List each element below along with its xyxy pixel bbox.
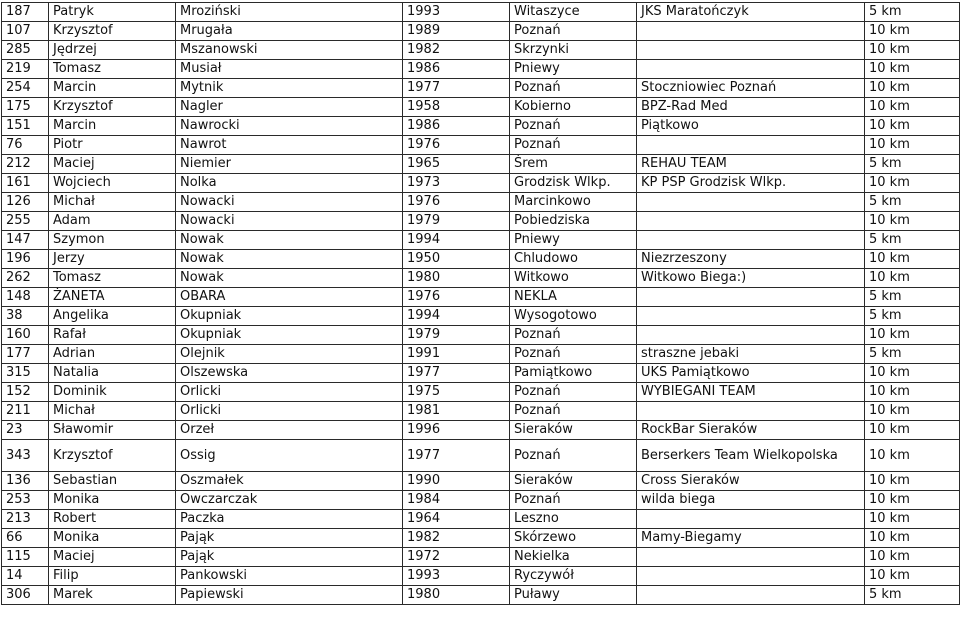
last-name-cell: Niemier (176, 155, 403, 174)
city-cell: Chludowo (510, 250, 637, 269)
bib-number-cell: 254 (2, 79, 49, 98)
table-row (2, 98, 960, 117)
birth-year-cell: 1989 (403, 22, 510, 41)
table-row (2, 288, 960, 307)
distance-cell: 10 km (865, 117, 960, 136)
birth-year-cell: 1993 (403, 3, 510, 22)
first-name-cell: Natalia (49, 364, 176, 383)
birth-year-cell: 1993 (403, 567, 510, 586)
table-row (2, 155, 960, 174)
city-cell: Pniewy (510, 60, 637, 79)
bib-number-cell: 285 (2, 41, 49, 60)
city-cell: NEKLA (510, 288, 637, 307)
table-row (2, 79, 960, 98)
birth-year-cell: 1984 (403, 491, 510, 510)
bib-number-cell: 177 (2, 345, 49, 364)
city-cell: Sieraków (510, 421, 637, 440)
table-row (2, 117, 960, 136)
last-name-cell: Nowak (176, 250, 403, 269)
bib-number-cell: 187 (2, 3, 49, 22)
table-row (2, 345, 960, 364)
club-cell (637, 586, 865, 605)
birth-year-cell: 1982 (403, 41, 510, 60)
bib-number-cell: 262 (2, 269, 49, 288)
birth-year-cell: 1964 (403, 510, 510, 529)
participants-table-body (2, 3, 960, 605)
first-name-cell: Marek (49, 586, 176, 605)
first-name-cell: Marcin (49, 117, 176, 136)
club-cell (637, 212, 865, 231)
club-cell: WYBIEGANI TEAM (637, 383, 865, 402)
last-name-cell: OBARA (176, 288, 403, 307)
city-cell: Leszno (510, 510, 637, 529)
birth-year-cell: 1950 (403, 250, 510, 269)
birth-year-cell: 1976 (403, 193, 510, 212)
last-name-cell: Pająk (176, 548, 403, 567)
distance-cell: 10 km (865, 79, 960, 98)
last-name-cell: Paczka (176, 510, 403, 529)
table-row (2, 364, 960, 383)
first-name-cell: ŻANETA (49, 288, 176, 307)
bib-number-cell: 161 (2, 174, 49, 193)
club-cell: Berserkers Team Wielkopolska (637, 440, 865, 472)
club-cell (637, 326, 865, 345)
city-cell: Marcinkowo (510, 193, 637, 212)
bib-number-cell: 14 (2, 567, 49, 586)
first-name-cell: Michał (49, 193, 176, 212)
last-name-cell: Okupniak (176, 307, 403, 326)
last-name-cell: Musiał (176, 60, 403, 79)
distance-cell: 10 km (865, 22, 960, 41)
first-name-cell: Marcin (49, 79, 176, 98)
table-row (2, 22, 960, 41)
first-name-cell: Jędrzej (49, 41, 176, 60)
table-row (2, 136, 960, 155)
bib-number-cell: 213 (2, 510, 49, 529)
last-name-cell: Nawrocki (176, 117, 403, 136)
birth-year-cell: 1979 (403, 212, 510, 231)
table-row (2, 491, 960, 510)
first-name-cell: Szymon (49, 231, 176, 250)
city-cell: Poznań (510, 326, 637, 345)
first-name-cell: Angelika (49, 307, 176, 326)
city-cell: Poznań (510, 345, 637, 364)
city-cell: Ryczywół (510, 567, 637, 586)
bib-number-cell: 107 (2, 22, 49, 41)
first-name-cell: Krzysztof (49, 98, 176, 117)
bib-number-cell: 253 (2, 491, 49, 510)
birth-year-cell: 1990 (403, 472, 510, 491)
city-cell: Poznań (510, 402, 637, 421)
bib-number-cell: 211 (2, 402, 49, 421)
first-name-cell: Tomasz (49, 269, 176, 288)
last-name-cell: Oszmałek (176, 472, 403, 491)
last-name-cell: Mytnik (176, 79, 403, 98)
table-row (2, 472, 960, 491)
club-cell: BPZ-Rad Med (637, 98, 865, 117)
city-cell: Pobiedziska (510, 212, 637, 231)
first-name-cell: Filip (49, 567, 176, 586)
table-row (2, 383, 960, 402)
first-name-cell: Krzysztof (49, 440, 176, 472)
bib-number-cell: 219 (2, 60, 49, 79)
last-name-cell: Nawrot (176, 136, 403, 155)
birth-year-cell: 1972 (403, 548, 510, 567)
table-row (2, 510, 960, 529)
bib-number-cell: 212 (2, 155, 49, 174)
birth-year-cell: 1979 (403, 326, 510, 345)
club-cell (637, 307, 865, 326)
last-name-cell: Nowacki (176, 193, 403, 212)
first-name-cell: Adrian (49, 345, 176, 364)
distance-cell: 10 km (865, 402, 960, 421)
birth-year-cell: 1965 (403, 155, 510, 174)
city-cell: Kobierno (510, 98, 637, 117)
last-name-cell: Nowacki (176, 212, 403, 231)
distance-cell: 10 km (865, 212, 960, 231)
club-cell: Mamy-Biegamy (637, 529, 865, 548)
distance-cell: 5 km (865, 231, 960, 250)
distance-cell: 10 km (865, 41, 960, 60)
bib-number-cell: 148 (2, 288, 49, 307)
table-row (2, 421, 960, 440)
bib-number-cell: 126 (2, 193, 49, 212)
distance-cell: 10 km (865, 60, 960, 79)
distance-cell: 10 km (865, 364, 960, 383)
birth-year-cell: 1975 (403, 383, 510, 402)
first-name-cell: Jerzy (49, 250, 176, 269)
distance-cell: 10 km (865, 440, 960, 472)
city-cell: Sieraków (510, 472, 637, 491)
club-cell: REHAU TEAM (637, 155, 865, 174)
city-cell: Skrzynki (510, 41, 637, 60)
last-name-cell: Mszanowski (176, 41, 403, 60)
bib-number-cell: 175 (2, 98, 49, 117)
birth-year-cell: 1981 (403, 402, 510, 421)
bib-number-cell: 306 (2, 586, 49, 605)
last-name-cell: Mroziński (176, 3, 403, 22)
first-name-cell: Rafał (49, 326, 176, 345)
city-cell: Wysogotowo (510, 307, 637, 326)
club-cell (637, 41, 865, 60)
last-name-cell: Ossig (176, 440, 403, 472)
birth-year-cell: 1986 (403, 117, 510, 136)
table-row (2, 174, 960, 193)
club-cell: JKS Maratończyk (637, 3, 865, 22)
city-cell: Grodzisk Wlkp. (510, 174, 637, 193)
last-name-cell: Nowak (176, 231, 403, 250)
table-row (2, 41, 960, 60)
distance-cell: 10 km (865, 491, 960, 510)
city-cell: Poznań (510, 440, 637, 472)
club-cell: UKS Pamiątkowo (637, 364, 865, 383)
club-cell: Piątkowo (637, 117, 865, 136)
distance-cell: 10 km (865, 383, 960, 402)
first-name-cell: Monika (49, 491, 176, 510)
club-cell (637, 193, 865, 212)
last-name-cell: Owczarczak (176, 491, 403, 510)
table-row (2, 586, 960, 605)
city-cell: Skórzewo (510, 529, 637, 548)
distance-cell: 10 km (865, 98, 960, 117)
last-name-cell: Olejnik (176, 345, 403, 364)
club-cell: Witkowo Biega:) (637, 269, 865, 288)
city-cell: Pamiątkowo (510, 364, 637, 383)
table-row (2, 307, 960, 326)
table-row (2, 402, 960, 421)
bib-number-cell: 136 (2, 472, 49, 491)
table-row (2, 440, 960, 472)
bib-number-cell: 66 (2, 529, 49, 548)
last-name-cell: Nolka (176, 174, 403, 193)
club-cell: Cross Sieraków (637, 472, 865, 491)
club-cell: straszne jebaki (637, 345, 865, 364)
first-name-cell: Adam (49, 212, 176, 231)
distance-cell: 10 km (865, 250, 960, 269)
first-name-cell: Robert (49, 510, 176, 529)
club-cell: RockBar Sieraków (637, 421, 865, 440)
club-cell (637, 402, 865, 421)
last-name-cell: Papiewski (176, 586, 403, 605)
last-name-cell: Orlicki (176, 383, 403, 402)
last-name-cell: Nagler (176, 98, 403, 117)
table-row (2, 3, 960, 22)
first-name-cell: Piotr (49, 136, 176, 155)
table-row (2, 212, 960, 231)
distance-cell: 5 km (865, 288, 960, 307)
bib-number-cell: 152 (2, 383, 49, 402)
club-cell (637, 136, 865, 155)
distance-cell: 5 km (865, 193, 960, 212)
city-cell: Poznań (510, 79, 637, 98)
birth-year-cell: 1996 (403, 421, 510, 440)
table-row (2, 231, 960, 250)
city-cell: Pniewy (510, 231, 637, 250)
bib-number-cell: 115 (2, 548, 49, 567)
city-cell: Poznań (510, 491, 637, 510)
first-name-cell: Tomasz (49, 60, 176, 79)
distance-cell: 10 km (865, 567, 960, 586)
birth-year-cell: 1991 (403, 345, 510, 364)
bib-number-cell: 76 (2, 136, 49, 155)
distance-cell: 10 km (865, 548, 960, 567)
city-cell: Witkowo (510, 269, 637, 288)
last-name-cell: Orzeł (176, 421, 403, 440)
bib-number-cell: 160 (2, 326, 49, 345)
birth-year-cell: 1986 (403, 60, 510, 79)
birth-year-cell: 1980 (403, 269, 510, 288)
last-name-cell: Orlicki (176, 402, 403, 421)
first-name-cell: Patryk (49, 3, 176, 22)
first-name-cell: Sławomir (49, 421, 176, 440)
first-name-cell: Maciej (49, 155, 176, 174)
city-cell: Poznań (510, 136, 637, 155)
distance-cell: 10 km (865, 421, 960, 440)
birth-year-cell: 1977 (403, 79, 510, 98)
club-cell (637, 288, 865, 307)
table-row (2, 548, 960, 567)
distance-cell: 5 km (865, 3, 960, 22)
distance-cell: 10 km (865, 269, 960, 288)
table-row (2, 250, 960, 269)
club-cell (637, 567, 865, 586)
distance-cell: 10 km (865, 529, 960, 548)
birth-year-cell: 1976 (403, 136, 510, 155)
bib-number-cell: 255 (2, 212, 49, 231)
bib-number-cell: 147 (2, 231, 49, 250)
club-cell (637, 22, 865, 41)
bib-number-cell: 343 (2, 440, 49, 472)
table-row (2, 60, 960, 79)
participants-table (1, 2, 960, 605)
first-name-cell: Monika (49, 529, 176, 548)
birth-year-cell: 1982 (403, 529, 510, 548)
city-cell: Nekielka (510, 548, 637, 567)
club-cell (637, 60, 865, 79)
distance-cell: 10 km (865, 472, 960, 491)
club-cell: Stoczniowiec Poznań (637, 79, 865, 98)
club-cell (637, 548, 865, 567)
birth-year-cell: 1980 (403, 586, 510, 605)
club-cell: wilda biega (637, 491, 865, 510)
distance-cell: 10 km (865, 510, 960, 529)
city-cell: Witaszyce (510, 3, 637, 22)
distance-cell: 5 km (865, 586, 960, 605)
city-cell: Poznań (510, 383, 637, 402)
first-name-cell: Michał (49, 402, 176, 421)
last-name-cell: Pająk (176, 529, 403, 548)
birth-year-cell: 1958 (403, 98, 510, 117)
birth-year-cell: 1977 (403, 440, 510, 472)
city-cell: Puławy (510, 586, 637, 605)
first-name-cell: Sebastian (49, 472, 176, 491)
table-row (2, 269, 960, 288)
distance-cell: 10 km (865, 326, 960, 345)
birth-year-cell: 1973 (403, 174, 510, 193)
city-cell: Poznań (510, 22, 637, 41)
table-row (2, 529, 960, 548)
last-name-cell: Okupniak (176, 326, 403, 345)
first-name-cell: Krzysztof (49, 22, 176, 41)
last-name-cell: Pankowski (176, 567, 403, 586)
first-name-cell: Dominik (49, 383, 176, 402)
club-cell: KP PSP Grodzisk Wlkp. (637, 174, 865, 193)
distance-cell: 5 km (865, 345, 960, 364)
first-name-cell: Wojciech (49, 174, 176, 193)
distance-cell: 5 km (865, 307, 960, 326)
table-row (2, 567, 960, 586)
bib-number-cell: 315 (2, 364, 49, 383)
distance-cell: 5 km (865, 155, 960, 174)
club-cell: Niezrzeszony (637, 250, 865, 269)
birth-year-cell: 1976 (403, 288, 510, 307)
distance-cell: 10 km (865, 174, 960, 193)
table-row (2, 326, 960, 345)
club-cell (637, 231, 865, 250)
city-cell: Poznań (510, 117, 637, 136)
last-name-cell: Olszewska (176, 364, 403, 383)
first-name-cell: Maciej (49, 548, 176, 567)
bib-number-cell: 38 (2, 307, 49, 326)
last-name-cell: Mrugała (176, 22, 403, 41)
club-cell (637, 510, 865, 529)
city-cell: Śrem (510, 155, 637, 174)
table-row (2, 193, 960, 212)
birth-year-cell: 1994 (403, 307, 510, 326)
bib-number-cell: 196 (2, 250, 49, 269)
last-name-cell: Nowak (176, 269, 403, 288)
birth-year-cell: 1977 (403, 364, 510, 383)
bib-number-cell: 23 (2, 421, 49, 440)
birth-year-cell: 1994 (403, 231, 510, 250)
distance-cell: 10 km (865, 136, 960, 155)
bib-number-cell: 151 (2, 117, 49, 136)
